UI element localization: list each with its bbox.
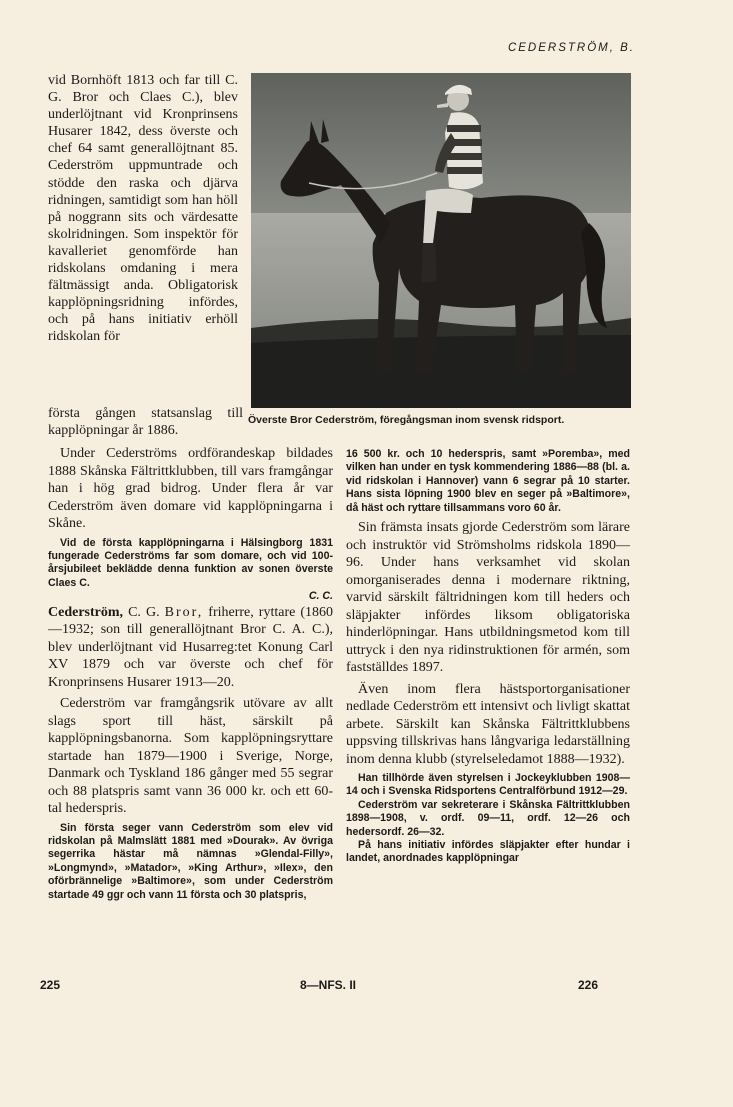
paragraph-organisations: Även inom flera hästsportorganisationer nedlade Cederström ett intensivt och livligt skattat arbete. Särskilt kan Skånska Fältrittklubbens uppsving tillskrivas hans långvariga ledarställning inom denna klubb (styrelseledamot 1888—1932). — [346, 681, 630, 767]
paragraph-racing-career: Cederström var framgångsrik utövare av allt slags sport till häst, särskilt på kapplöpningsbanorna. Som kapplöpningsryttare startade han 1879—1900 i Sverige, Norge, Danmark och Tyskland 186 gånger med 55 segrar och 88 platspris samt vann 36 000 kr. och ett 60-tal hederspris. — [48, 696, 333, 817]
note-poremba: 16 500 kr. och 10 hederspris, samt »Poremba», med vilken han under en tysk kommendering 1886—88 (bl. a. vid ridskolan i Hannover) vann 6 segrar på 10 starter. Hans sista löpning 1900 blev en seger på »Baltimore», då häst och ryttare tillsammans voro 60 år. — [346, 448, 630, 514]
wrap-text-tail-block — [48, 405, 243, 439]
wrap-text-column — [48, 72, 238, 346]
photo-illustration — [251, 73, 631, 408]
entry-cederström-bror — [48, 604, 333, 692]
note-jockeyklubben: Han tillhörde även styrelsen i Jockeyklubben 1908—14 och i Svenska Ridsportens Centralförbund 1912—29. — [346, 772, 630, 798]
note-winning-horses: Sin första seger vann Cederström som elev vid ridskolan på Malmslätt 1881 med »Dourak». Av övriga segerrika hästar må nämnas »Glendal-Filly», »Longmynd», »Matador», »King Arthur», »Ilex», den oförbrännelige »Baltimore», som under Cederström startade 49 ggr och vann 11 första och 30 platspris, — [48, 821, 333, 901]
left-column — [48, 445, 333, 902]
note-sekreterare: Cederström var sekreterare i Skånska Fältrittklubben 1898—1908, v. ordf. 09—11, ordf. 12—26 och hedersordf. 26—32. — [346, 798, 630, 838]
entry-body: friherre, ryttare (1860—1932; son till generallöjtnant Bror C. A. C.), blev underlöjtnant vid Husarreg:tet Konung Carl XV 1879 och var överste och chef för Kronprinsens Husarer 1913—20. — [48, 604, 334, 690]
wrap-text: vid Bornhöft 1813 och far till C. G. Bror och Claes C.), blev underlöjtnant vid Kronprinsens Husarer 1842, dess överste och chef 64 samt generallöjtnant 85. Cederström uppmuntrade och stödde den raska och djärva ridningen, samtidigt som han höll på noggrann sits och värdesatte skolridningen. Som inspektör för kavalleriet genomförde han ridskolans omdaning i mera fältmässigt anda. Obligatorisk kapplöpningsridning infördes, och på hans initiativ erhöll ridskolan för — [48, 73, 238, 345]
running-head: CEDERSTRÖM, B. — [507, 42, 635, 54]
page-number-right: 226 — [578, 978, 599, 992]
horse-rider-photo — [251, 73, 631, 408]
photo-caption: Överste Bror Cederström, föregångsman inom svensk ridsport. — [248, 414, 565, 426]
entry-given-name: Bror, — [164, 604, 204, 620]
right-column — [346, 448, 630, 866]
wrap-text-tail: första gången statsanslag till kapplöpningar år 1886. — [48, 406, 243, 438]
paragraph-strömsholm: Sin främsta insats gjorde Cederström som lärare och instruktör vid Strömsholms ridskola 1890—96. Under hans verksamhet vid skolan omorganiserades denna i modernare riktning, varvid särskilt fältridningen kom till heders och släpjakter infördes liksom obligatoriska hinderlöpningar. Hans utbildningsmetod kom till uttryck i den nya ridinstruktionen för armén, som fastställdes 1897. — [346, 520, 630, 676]
note-hälsingborg: Vid de första kapplöpningarna i Hälsingborg 1831 fungerade Cederströms far som domare, och vid 100-årsjubileet beklädde denna funktion av sonen överste Claes C. — [48, 536, 333, 589]
page-number-left: 225 — [40, 978, 61, 992]
entry-name: Cederström, — [48, 604, 124, 620]
author-signature: C. C. — [308, 590, 333, 603]
entry-initials: C. G. — [128, 604, 160, 620]
paragraph-fältrittklubben: Under Cederströms ordförandeskap bildades 1888 Skånska Fältrittklubben, till vars framgångar han i hög grad bidrog. Under flera år var Cederström även domare vid kapplöpningarna i Skåne. — [48, 446, 333, 531]
signature-mark: 8—NFS. II — [300, 978, 357, 992]
note-släpjakter: På hans initiativ infördes släpjakter efter hundar i landet, anordnades kapplöpningar — [346, 839, 630, 865]
